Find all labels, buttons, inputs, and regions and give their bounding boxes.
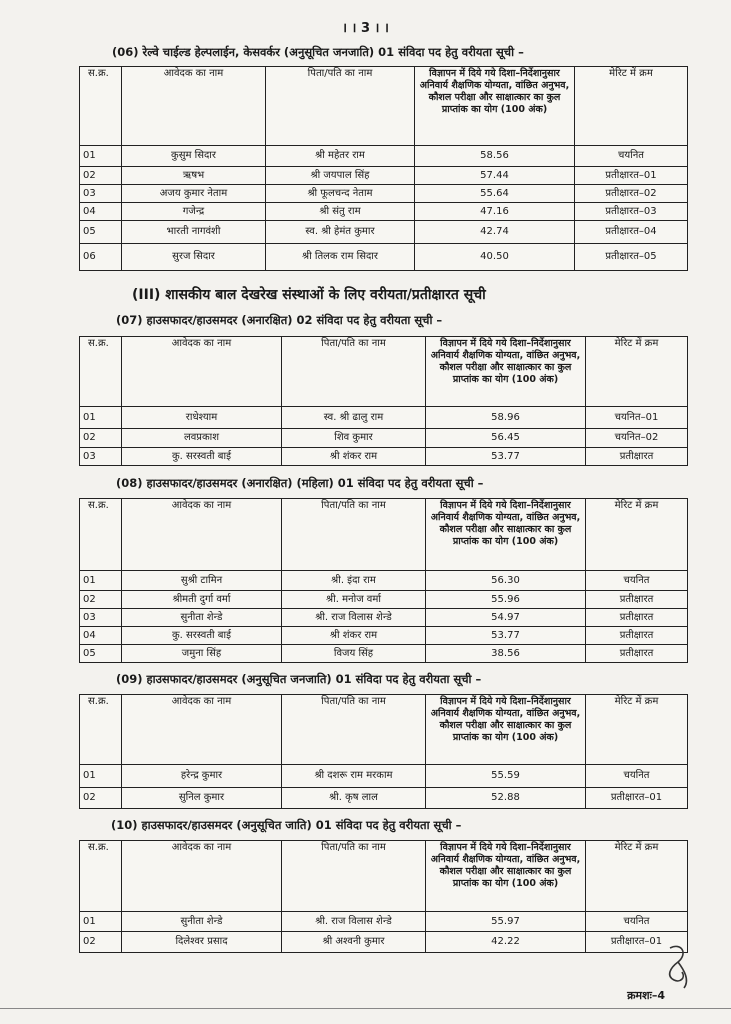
table-08-heading: (08) हाउसफादर/हाउसमदर (अनारक्षित) (महिला) 01 संविदा पद हेतु वरीयता सूची – (116, 476, 484, 490)
table-row (80, 146, 688, 167)
cell-sno: 04 (80, 627, 122, 645)
cell-sno: 01 (80, 571, 122, 591)
cell-parent: श्री. इंदा राम (282, 571, 426, 591)
table-row (80, 932, 688, 953)
cell-name: लवप्रकाश (122, 429, 282, 448)
cell-sno: 02 (80, 932, 122, 953)
cell-merit: प्रतीक्षारत–02 (575, 185, 688, 203)
table-row (80, 244, 688, 271)
cell-merit: चयनित (586, 912, 688, 932)
col-header-parent: पिता/पति का नाम (282, 695, 426, 765)
table-row (80, 429, 688, 448)
table-row (80, 203, 688, 221)
table-row (80, 448, 688, 466)
cell-score: 47.16 (415, 203, 575, 221)
cell-sno: 02 (80, 591, 122, 609)
col-header-parent: पिता/पति का नाम (282, 499, 426, 571)
table-row (80, 185, 688, 203)
cell-score: 53.77 (426, 448, 586, 466)
cell-score: 40.50 (415, 244, 575, 271)
cell-parent: श्री शंकर राम (282, 627, 426, 645)
cell-merit: चयनित (575, 146, 688, 167)
cell-name: भारती नागवंशी (122, 221, 266, 244)
cell-name: राधेश्याम (122, 407, 282, 429)
cell-merit: चयनित–01 (586, 407, 688, 429)
cell-score: 56.30 (426, 571, 586, 591)
cell-score: 42.22 (426, 932, 586, 953)
cell-name: कु. सरस्वती बाई (122, 448, 282, 466)
table-row (80, 407, 688, 429)
table-07-heading: (07) हाउसफादर/हाउसमदर (अनारक्षित) 02 संविदा पद हेतु वरीयता सूची – (116, 313, 443, 327)
table-09-heading: (09) हाउसफादर/हाउसमदर (अनुसूचित जनजाति) 01 संविदा पद हेतु वरीयता सूची – (116, 672, 482, 686)
signature-mark (660, 940, 694, 990)
cell-merit: प्रतीक्षारत (586, 448, 688, 466)
col-header-merit: मेरिट में क्रम (575, 67, 688, 146)
cell-sno: 03 (80, 609, 122, 627)
cell-sno: 02 (80, 429, 122, 448)
cell-parent: श्री जयपाल सिंह (266, 167, 415, 185)
table-row (80, 609, 688, 627)
cell-parent: श्री. कृष लाल (282, 788, 426, 809)
page-number: । । 3 । । (342, 21, 389, 36)
col-header-parent: पिता/पति का नाम (266, 67, 415, 146)
cell-sno: 03 (80, 185, 122, 203)
cell-merit: प्रतीक्षारत–04 (575, 221, 688, 244)
col-header-criteria: विज्ञापन में दिये गये दिशा–निर्देशानुसार अनिवार्य शैक्षणिक योग्यता, वांछित अनुभव, कौशल परीक्षा और साक्षात्कार का कुल प्राप्तांक का योग (100 अंक) (426, 695, 586, 765)
cell-parent: शिव कुमार (282, 429, 426, 448)
col-header-sno: स.क्र. (80, 499, 122, 571)
cell-score: 52.88 (426, 788, 586, 809)
cell-parent: श्री दशरू राम मरकाम (282, 765, 426, 788)
col-header-parent: पिता/पति का नाम (282, 841, 426, 912)
cell-merit: चयनित–02 (586, 429, 688, 448)
col-header-merit: मेरिट में क्रम (586, 841, 688, 912)
cell-score: 54.97 (426, 609, 586, 627)
cell-name: सुश्री टामिन (122, 571, 282, 591)
cell-score: 55.96 (426, 591, 586, 609)
cell-sno: 01 (80, 407, 122, 429)
cell-merit: प्रतीक्षारत (586, 609, 688, 627)
col-header-name: आवेदक का नाम (122, 67, 266, 146)
cell-sno: 05 (80, 221, 122, 244)
table-row (80, 221, 688, 244)
cell-score: 56.45 (426, 429, 586, 448)
cell-merit: प्रतीक्षारत–03 (575, 203, 688, 221)
cell-score: 57.44 (415, 167, 575, 185)
table-row (80, 167, 688, 185)
table-row (80, 627, 688, 645)
cell-name: जमुना सिंह (122, 645, 282, 663)
col-header-sno: स.क्र. (80, 337, 122, 407)
col-header-sno: स.क्र. (80, 695, 122, 765)
table-row (80, 645, 688, 663)
cell-score: 55.64 (415, 185, 575, 203)
cell-merit: प्रतीक्षारत (586, 627, 688, 645)
cell-name: दिलेश्वर प्रसाद (122, 932, 282, 953)
cell-merit: चयनित (586, 571, 688, 591)
cell-parent: श्री अश्वनी कुमार (282, 932, 426, 953)
cell-merit: प्रतीक्षारत (586, 591, 688, 609)
continued-label: क्रमशः–4 (627, 989, 665, 1002)
cell-name: सुरज सिदार (122, 244, 266, 271)
cell-name: अजय कुमार नेताम (122, 185, 266, 203)
table-header-row (80, 841, 688, 912)
table-09 (79, 694, 688, 809)
cell-name: गजेन्द्र (122, 203, 266, 221)
cell-merit: प्रतीक्षारत–01 (575, 167, 688, 185)
section-iii-heading: (III) शासकीय बाल देखरेख संस्थाओं के लिए वरीयता/प्रतीक्षारत सूची (132, 287, 486, 303)
cell-parent: श्री. राज विलास शेन्डे (282, 609, 426, 627)
table-row (80, 571, 688, 591)
table-10 (79, 840, 688, 953)
table-row (80, 765, 688, 788)
cell-score: 55.97 (426, 912, 586, 932)
col-header-criteria: विज्ञापन में दिये गये दिशा–निर्देशानुसार अनिवार्य शैक्षणिक योग्यता, वांछित अनुभव, कौशल परीक्षा और साक्षात्कार का कुल प्राप्तांक का योग (100 अंक) (426, 841, 586, 912)
cell-sno: 02 (80, 167, 122, 185)
cell-parent: स्व. श्री ढालु राम (282, 407, 426, 429)
cell-name: सुनीता शेन्डे (122, 912, 282, 932)
cell-sno: 03 (80, 448, 122, 466)
cell-name: ऋषभ (122, 167, 266, 185)
cell-name: कुसुम सिदार (122, 146, 266, 167)
cell-sno: 01 (80, 912, 122, 932)
col-header-sno: स.क्र. (80, 67, 122, 146)
cell-score: 58.56 (415, 146, 575, 167)
cell-merit: चयनित (586, 765, 688, 788)
cell-sno: 02 (80, 788, 122, 809)
col-header-merit: मेरिट में क्रम (586, 695, 688, 765)
cell-name: सुनिल कुमार (122, 788, 282, 809)
cell-parent: श्री फूलचन्द नेताम (266, 185, 415, 203)
col-header-sno: स.क्र. (80, 841, 122, 912)
cell-name: श्रीमती दुर्गा वर्मा (122, 591, 282, 609)
col-header-name: आवेदक का नाम (122, 695, 282, 765)
cell-score: 58.96 (426, 407, 586, 429)
cell-parent: श्री महेतर राम (266, 146, 415, 167)
col-header-criteria: विज्ञापन में दिये गये दिशा–निर्देशानुसार अनिवार्य शैक्षणिक योग्यता, वांछित अनुभव, कौशल परीक्षा और साक्षात्कार का कुल प्राप्तांक का योग (100 अंक) (426, 337, 586, 407)
col-header-merit: मेरिट में क्रम (586, 499, 688, 571)
cell-score: 55.59 (426, 765, 586, 788)
cell-score: 38.56 (426, 645, 586, 663)
footer-divider (0, 1008, 731, 1009)
cell-name: हरेन्द्र कुमार (122, 765, 282, 788)
cell-sno: 01 (80, 765, 122, 788)
col-header-parent: पिता/पति का नाम (282, 337, 426, 407)
cell-parent: स्व. श्री हेमंत कुमार (266, 221, 415, 244)
cell-parent: श्री. राज विलास शेन्डे (282, 912, 426, 932)
table-header-row (80, 67, 688, 146)
cell-score: 53.77 (426, 627, 586, 645)
cell-merit: प्रतीक्षारत–01 (586, 788, 688, 809)
cell-sno: 04 (80, 203, 122, 221)
table-06 (79, 66, 688, 271)
table-10-heading: (10) हाउसफादर/हाउसमदर (अनुसूचित जाति) 01 संविदा पद हेतु वरीयता सूची – (111, 818, 462, 832)
table-header-row (80, 499, 688, 571)
cell-name: सुनीता शेन्डे (122, 609, 282, 627)
cell-merit: प्रतीक्षारत (586, 645, 688, 663)
cell-name: कु. सरस्वती बाई (122, 627, 282, 645)
col-header-name: आवेदक का नाम (122, 337, 282, 407)
table-header-row (80, 337, 688, 407)
col-header-criteria: विज्ञापन में दिये गये दिशा–निर्देशानुसार अनिवार्य शैक्षणिक योग्यता, वांछित अनुभव, कौशल परीक्षा और साक्षात्कार का कुल प्राप्तांक का योग (100 अंक) (415, 67, 575, 146)
cell-sno: 06 (80, 244, 122, 271)
table-row (80, 912, 688, 932)
table-06-heading: (06) रेल्वे चाईल्ड हेल्पलाईन, केसवर्कर (अनुसूचित जनजाति) 01 संविदा पद हेतु वरीयता सूची – (112, 45, 524, 59)
col-header-criteria: विज्ञापन में दिये गये दिशा–निर्देशानुसार अनिवार्य शैक्षणिक योग्यता, वांछित अनुभव, कौशल परीक्षा और साक्षात्कार का कुल प्राप्तांक का योग (100 अंक) (426, 499, 586, 571)
col-header-merit: मेरिट में क्रम (586, 337, 688, 407)
cell-parent: श्री. मनोज वर्मा (282, 591, 426, 609)
cell-score: 42.74 (415, 221, 575, 244)
cell-parent: श्री संतु राम (266, 203, 415, 221)
cell-merit: प्रतीक्षारत–01 (586, 932, 688, 953)
table-header-row (80, 695, 688, 765)
table-07 (79, 336, 688, 466)
table-08 (79, 498, 688, 663)
cell-parent: विजय सिंह (282, 645, 426, 663)
col-header-name: आवेदक का नाम (122, 841, 282, 912)
cell-sno: 01 (80, 146, 122, 167)
cell-merit: प्रतीक्षारत–05 (575, 244, 688, 271)
table-row (80, 591, 688, 609)
col-header-name: आवेदक का नाम (122, 499, 282, 571)
cell-parent: श्री शंकर राम (282, 448, 426, 466)
cell-sno: 05 (80, 645, 122, 663)
table-row (80, 788, 688, 809)
cell-parent: श्री तिलक राम सिदार (266, 244, 415, 271)
